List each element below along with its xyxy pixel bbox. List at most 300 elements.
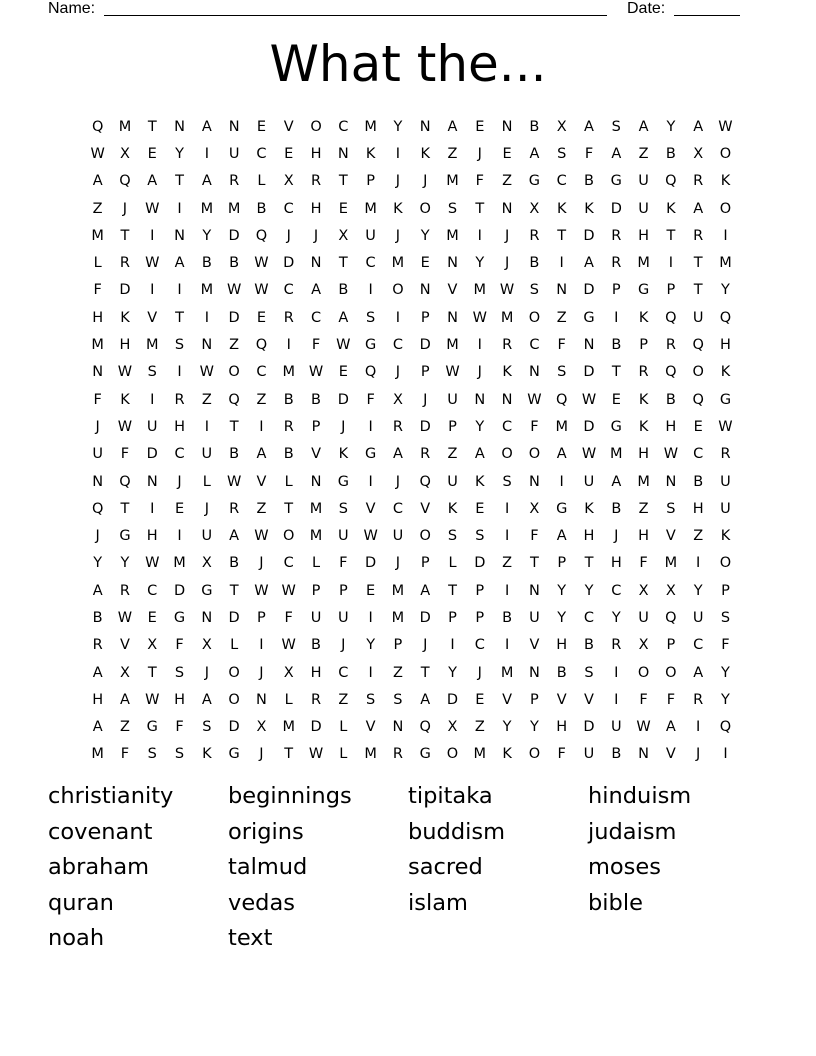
- grid-letter: W: [145, 200, 160, 217]
- grid-letter: W: [308, 746, 324, 763]
- grid-letter: Y: [693, 582, 703, 599]
- grid-letter: J: [696, 746, 701, 763]
- grid-letter: X: [392, 391, 403, 408]
- grid-letter: C: [365, 255, 376, 272]
- grid-letter: I: [177, 364, 182, 381]
- grid-letter: H: [92, 691, 104, 708]
- grid-letter: I: [177, 528, 182, 545]
- grid-letter: N: [146, 473, 158, 490]
- grid-letter: A: [92, 582, 103, 599]
- grid-letter: Q: [364, 364, 377, 381]
- grid-letter: I: [150, 282, 155, 299]
- grid-letter: G: [201, 582, 213, 599]
- grid-row: [84, 659, 740, 686]
- grid-letter: D: [228, 609, 240, 626]
- grid-letter: B: [311, 391, 321, 408]
- grid-letter: N: [174, 118, 185, 135]
- grid-letter: B: [584, 637, 594, 654]
- grid-letter: J: [395, 364, 401, 381]
- grid-letter: J: [177, 473, 182, 490]
- word-list-item: noah: [48, 925, 105, 951]
- grid-letter: A: [92, 719, 103, 736]
- grid-letter: M: [309, 500, 323, 517]
- grid-letter: H: [92, 309, 104, 326]
- grid-letter: R: [119, 582, 130, 599]
- grid-letter: J: [504, 227, 510, 244]
- grid-letter: W: [117, 609, 133, 626]
- grid-letter: J: [477, 145, 482, 162]
- grid-row: [84, 632, 740, 659]
- grid-letter: A: [119, 691, 130, 708]
- grid-row: [84, 195, 740, 222]
- grid-letter: M: [173, 555, 186, 572]
- grid-letter: J: [204, 500, 209, 517]
- grid-letter: S: [611, 118, 621, 135]
- grid-letter: O: [228, 364, 240, 381]
- name-label: Name:: [48, 0, 96, 17]
- grid-letter: C: [693, 446, 704, 463]
- grid-letter: N: [583, 337, 595, 354]
- grid-letter: Y: [584, 582, 594, 599]
- grid-letter: Q: [665, 364, 677, 381]
- grid-letter: T: [611, 364, 621, 381]
- grid-letter: H: [638, 528, 650, 545]
- grid-letter: J: [395, 555, 401, 572]
- grid-letter: S: [338, 500, 348, 517]
- grid-letter: Q: [692, 391, 704, 408]
- grid-letter: W: [90, 145, 105, 162]
- grid-letter: B: [338, 282, 349, 299]
- grid-letter: N: [528, 473, 540, 490]
- grid-letter: U: [638, 200, 649, 217]
- grid-letter: W: [581, 446, 597, 463]
- grid-letter: P: [475, 582, 485, 599]
- grid-letter: Z: [92, 200, 103, 217]
- grid-letter: U: [338, 528, 349, 545]
- grid-letter: D: [583, 719, 595, 736]
- grid-letter: Y: [721, 282, 730, 299]
- grid-letter: O: [528, 446, 541, 463]
- grid-letter: V: [420, 500, 431, 517]
- grid-letter: P: [448, 609, 457, 626]
- grid-letter: W: [527, 391, 542, 408]
- grid-letter: E: [475, 691, 485, 708]
- grid-letter: A: [665, 719, 676, 736]
- grid-letter: O: [283, 528, 295, 545]
- grid-letter: F: [530, 418, 539, 435]
- grid-letter: M: [364, 200, 377, 217]
- grid-letter: P: [366, 173, 375, 190]
- grid-letter: U: [365, 227, 376, 244]
- grid-letter: W: [499, 282, 515, 299]
- grid-letter: K: [502, 364, 512, 381]
- grid-letter: R: [229, 173, 240, 190]
- grid-letter: N: [638, 746, 650, 763]
- grid-letter: G: [337, 473, 349, 490]
- grid-letter: J: [477, 364, 482, 381]
- grid-letter: M: [446, 337, 459, 354]
- grid-letter: B: [229, 555, 240, 572]
- grid-letter: U: [610, 719, 622, 736]
- grid-row: [84, 714, 740, 741]
- grid-letter: A: [201, 118, 212, 135]
- grid-letter: R: [310, 691, 322, 708]
- grid-letter: I: [368, 418, 373, 435]
- grid-letter: K: [475, 473, 485, 490]
- grid-letter: Q: [719, 309, 732, 326]
- grid-letter: J: [259, 746, 264, 763]
- grid-letter: A: [693, 200, 704, 217]
- grid-letter: V: [283, 118, 294, 135]
- grid-letter: V: [556, 691, 567, 708]
- grid-letter: Y: [420, 227, 430, 244]
- grid-letter: D: [310, 719, 322, 736]
- grid-letter: S: [174, 337, 185, 354]
- grid-letter: A: [611, 473, 622, 490]
- grid-letter: Z: [502, 555, 513, 572]
- grid-letter: H: [174, 691, 185, 708]
- grid-letter: F: [475, 173, 484, 190]
- grid-row: [84, 522, 740, 549]
- grid-letter: X: [283, 173, 294, 190]
- grid-letter: H: [610, 555, 622, 572]
- grid-letter: A: [420, 582, 431, 599]
- grid-letter: O: [692, 364, 704, 381]
- grid-letter: Z: [392, 664, 403, 681]
- grid-row: [84, 168, 740, 195]
- word-list-item: sacred: [408, 854, 483, 880]
- grid-letter: Z: [502, 173, 513, 190]
- grid-letter: I: [286, 337, 291, 354]
- grid-letter: R: [119, 255, 130, 272]
- grid-letter: B: [611, 500, 622, 517]
- grid-letter: Y: [721, 664, 730, 681]
- grid-letter: I: [450, 637, 455, 654]
- grid-letter: Y: [120, 555, 130, 572]
- grid-letter: G: [610, 173, 622, 190]
- grid-letter: T: [120, 227, 130, 244]
- grid-row: [84, 359, 740, 386]
- grid-letter: U: [310, 609, 322, 626]
- grid-letter: W: [226, 473, 242, 490]
- grid-letter: S: [447, 528, 458, 545]
- grid-letter: T: [420, 664, 430, 681]
- grid-letter: O: [446, 746, 459, 763]
- grid-letter: F: [557, 337, 566, 354]
- grid-letter: R: [502, 337, 513, 354]
- grid-letter: S: [147, 364, 157, 381]
- grid-letter: W: [718, 118, 733, 135]
- grid-letter: M: [719, 255, 732, 272]
- grid-letter: V: [529, 637, 540, 654]
- grid-letter: Y: [557, 582, 567, 599]
- grid-letter: U: [338, 609, 349, 626]
- date-label: Date:: [627, 0, 666, 17]
- grid-letter: L: [448, 555, 457, 572]
- word-list-item: beginnings: [228, 783, 352, 809]
- grid-letter: Q: [255, 337, 268, 354]
- grid-letter: M: [473, 282, 487, 299]
- grid-letter: W: [117, 418, 133, 435]
- word-list-item: judaism: [588, 818, 677, 845]
- grid-letter: C: [256, 145, 267, 162]
- grid-letter: U: [392, 528, 404, 545]
- grid-letter: Y: [448, 664, 457, 681]
- grid-letter: W: [254, 255, 269, 272]
- grid-letter: D: [419, 418, 431, 435]
- grid-letter: P: [338, 582, 348, 599]
- grid-letter: P: [420, 364, 430, 381]
- grid-letter: I: [368, 473, 373, 490]
- grid-letter: K: [420, 145, 430, 162]
- grid-letter: Y: [175, 145, 184, 162]
- grid-letter: Q: [228, 391, 240, 408]
- grid-row: [84, 468, 740, 495]
- grid-letter: J: [423, 173, 428, 190]
- grid-letter: T: [284, 746, 294, 763]
- grid-letter: N: [201, 337, 213, 354]
- grid-letter: L: [311, 555, 321, 572]
- grid-letter: T: [120, 500, 130, 517]
- grid-letter: G: [637, 282, 650, 299]
- grid-letter: A: [201, 173, 212, 190]
- grid-letter: F: [120, 446, 130, 463]
- grid-letter: M: [610, 446, 623, 463]
- grid-letter: F: [311, 337, 321, 354]
- grid-letter: T: [448, 582, 457, 599]
- grid-letter: B: [283, 391, 294, 408]
- grid-letter: C: [502, 418, 513, 435]
- grid-letter: J: [259, 555, 264, 572]
- grid-letter: J: [477, 664, 482, 681]
- grid-letter: G: [228, 746, 240, 763]
- grid-letter: E: [147, 609, 157, 626]
- grid-letter: E: [502, 145, 512, 162]
- grid-letter: W: [363, 528, 378, 545]
- grid-letter: K: [720, 528, 731, 545]
- grid-letter: I: [723, 227, 728, 244]
- grid-letter: K: [638, 391, 649, 408]
- grid-letter: C: [392, 337, 403, 354]
- grid-letter: Q: [91, 500, 104, 517]
- grid-letter: K: [666, 200, 676, 217]
- grid-letter: O: [719, 145, 732, 162]
- grid-letter: T: [147, 118, 157, 135]
- grid-letter: X: [147, 637, 158, 654]
- grid-letter: Q: [665, 173, 677, 190]
- word-list-item: christianity: [48, 783, 174, 809]
- grid-letter: U: [228, 145, 240, 162]
- grid-letter: S: [557, 145, 567, 162]
- grid-letter: K: [638, 418, 649, 435]
- grid-letter: S: [174, 746, 185, 763]
- grid-letter: E: [475, 118, 485, 135]
- grid-letter: F: [120, 746, 130, 763]
- grid-letter: T: [693, 282, 703, 299]
- grid-letter: K: [120, 391, 130, 408]
- grid-row: [84, 686, 740, 713]
- grid-letter: C: [693, 637, 704, 654]
- grid-letter: C: [174, 446, 185, 463]
- grid-letter: P: [420, 555, 430, 572]
- grid-letter: F: [557, 746, 566, 763]
- grid-letter: D: [283, 255, 295, 272]
- grid-row: [84, 331, 740, 358]
- grid-letter: I: [614, 691, 619, 708]
- grid-row: [84, 113, 740, 140]
- grid-letter: C: [283, 200, 294, 217]
- grid-letter: B: [229, 446, 240, 463]
- grid-letter: E: [420, 255, 430, 272]
- grid-letter: C: [583, 609, 595, 626]
- grid-letter: B: [311, 637, 321, 654]
- grid-letter: H: [638, 227, 650, 244]
- grid-letter: I: [559, 255, 564, 272]
- grid-letter: Y: [721, 691, 730, 708]
- grid-letter: B: [256, 200, 267, 217]
- grid-letter: G: [528, 173, 541, 190]
- grid-letter: Q: [692, 337, 704, 354]
- grid-letter: X: [529, 200, 540, 217]
- grid-letter: I: [204, 418, 209, 435]
- grid-letter: A: [256, 446, 267, 463]
- word-list-item: moses: [588, 854, 661, 880]
- grid-letter: E: [693, 418, 703, 435]
- grid-letter: N: [501, 200, 513, 217]
- grid-letter: M: [391, 255, 405, 272]
- grid-letter: R: [638, 364, 649, 381]
- grid-letter: Y: [666, 118, 676, 135]
- grid-letter: W: [145, 691, 160, 708]
- grid-letter: C: [474, 637, 485, 654]
- grid-letter: I: [259, 418, 264, 435]
- grid-letter: L: [230, 637, 239, 654]
- grid-letter: Y: [393, 118, 403, 135]
- word-list-item: tipitaka: [408, 783, 493, 809]
- grid-letter: B: [283, 446, 294, 463]
- grid-letter: D: [419, 337, 431, 354]
- grid-letter: N: [419, 118, 431, 135]
- grid-letter: I: [614, 664, 619, 681]
- grid-letter: H: [310, 200, 322, 217]
- grid-letter: Z: [638, 500, 649, 517]
- grid-letter: X: [201, 637, 212, 654]
- grid-letter: A: [201, 691, 212, 708]
- grid-letter: V: [665, 528, 676, 545]
- grid-letter: H: [310, 664, 322, 681]
- grid-letter: S: [366, 309, 376, 326]
- grid-letter: N: [310, 255, 322, 272]
- grid-letter: A: [529, 145, 540, 162]
- grid-letter: V: [365, 500, 376, 517]
- grid-letter: B: [611, 337, 622, 354]
- grid-letter: P: [311, 582, 321, 599]
- grid-letter: J: [313, 227, 319, 244]
- grid-letter: D: [583, 282, 595, 299]
- grid-letter: I: [150, 500, 155, 517]
- grid-letter: P: [611, 282, 621, 299]
- grid-letter: T: [147, 664, 157, 681]
- grid-letter: Q: [255, 227, 268, 244]
- word-list-item: talmud: [228, 854, 308, 880]
- grid-letter: M: [118, 118, 132, 135]
- grid-letter: I: [504, 582, 510, 599]
- grid-row: [84, 577, 740, 604]
- grid-letter: M: [282, 719, 295, 736]
- grid-letter: J: [204, 664, 209, 681]
- grid-letter: A: [447, 118, 458, 135]
- grid-letter: R: [92, 637, 103, 654]
- grid-letter: G: [583, 309, 595, 326]
- grid-letter: Z: [256, 500, 267, 517]
- grid-letter: K: [720, 173, 731, 190]
- grid-letter: D: [583, 227, 595, 244]
- grid-letter: D: [337, 391, 349, 408]
- grid-row: [84, 222, 740, 249]
- grid-letter: R: [693, 227, 704, 244]
- grid-letter: A: [556, 446, 567, 463]
- name-blank-line: [104, 15, 607, 16]
- grid-letter: Q: [719, 719, 732, 736]
- grid-letter: O: [419, 200, 431, 217]
- grid-letter: M: [391, 609, 405, 626]
- grid-letter: C: [310, 309, 322, 326]
- grid-letter: P: [420, 309, 430, 326]
- word-list-item: hinduism: [588, 783, 692, 809]
- grid-letter: I: [696, 719, 701, 736]
- grid-letter: K: [556, 200, 567, 217]
- grid-letter: N: [201, 609, 213, 626]
- grid-letter: N: [447, 309, 458, 326]
- grid-letter: A: [584, 118, 594, 135]
- grid-letter: W: [472, 309, 487, 326]
- grid-letter: D: [365, 555, 377, 572]
- grid-letter: M: [145, 337, 159, 354]
- grid-letter: H: [638, 446, 650, 463]
- grid-letter: N: [228, 118, 240, 135]
- grid-letter: B: [556, 664, 567, 681]
- grid-letter: S: [393, 691, 403, 708]
- page-title: What the...: [269, 35, 547, 93]
- grid-letter: B: [665, 391, 676, 408]
- word-list-item: covenant: [48, 818, 153, 845]
- grid-letter: Y: [557, 609, 567, 626]
- grid-letter: I: [259, 637, 264, 654]
- grid-letter: N: [92, 473, 104, 490]
- grid-letter: G: [364, 337, 377, 354]
- grid-letter: T: [584, 555, 594, 572]
- grid-letter: H: [556, 637, 568, 654]
- grid-letter: W: [336, 337, 351, 354]
- grid-row: [84, 441, 740, 468]
- grid-letter: A: [638, 118, 649, 135]
- grid-letter: G: [173, 609, 186, 626]
- grid-letter: M: [391, 582, 405, 599]
- grid-letter: T: [529, 555, 539, 572]
- grid-letter: T: [229, 582, 239, 599]
- grid-letter: Z: [201, 391, 212, 408]
- grid-letter: H: [174, 418, 185, 435]
- grid-letter: Y: [502, 719, 512, 736]
- word-search-grid: [84, 113, 740, 768]
- grid-letter: J: [95, 418, 100, 435]
- grid-letter: S: [584, 664, 594, 681]
- grid-letter: F: [175, 637, 184, 654]
- grid-letter: X: [529, 500, 540, 517]
- grid-letter: N: [528, 664, 540, 681]
- grid-letter: T: [475, 200, 485, 217]
- grid-letter: L: [284, 473, 293, 490]
